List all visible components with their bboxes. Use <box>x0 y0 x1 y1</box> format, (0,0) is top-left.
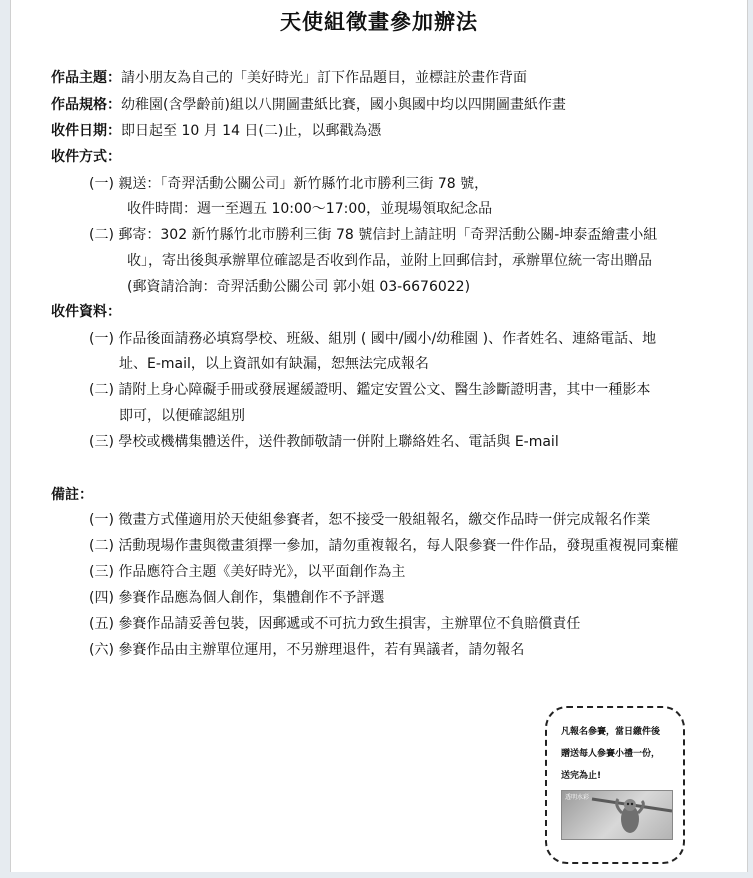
theme-label: 作品主題： <box>51 70 121 86</box>
spec-row <box>51 95 566 115</box>
materials-row <box>51 302 121 322</box>
promo-line1: 凡報名參賽，當日繳件後 <box>561 727 661 737</box>
promo-line3: 送完為止! <box>561 771 602 781</box>
materials-item1-line1: (一) 作品後面請務必填寫學校、班級、組別 ( 國中/國小/幼稚園 )、作者姓名、連絡電話、地 <box>89 331 657 347</box>
date-row <box>51 121 381 141</box>
method-row <box>51 147 121 167</box>
date-text: 即日起至 10 月 14 日(二)止，以郵戳為憑 <box>121 123 382 139</box>
materials-item2-line1: (二) 請附上身心障礙手冊或發展遲緩證明、鑑定安置公文、醫生診斷證明書，其中一種影本 <box>89 382 651 398</box>
theme-text: 請小朋友為自己的「美好時光」訂下作品題目，並標註於畫作背面 <box>121 70 527 86</box>
notes-label: 備註： <box>51 487 93 503</box>
gift-product-label: 透明水彩 <box>565 794 590 801</box>
method-item2-line3: (郵資請洽詢：奇羿活動公關公司 郭小姐 03-6676022) <box>127 279 471 295</box>
materials-label: 收件資料： <box>51 304 121 320</box>
materials-item2-line2: 即可，以便確認組別 <box>119 408 245 424</box>
materials-item3: (三) 學校或機構集體送件，送件教師敬請一併附上聯絡姓名、電話與 E-mail <box>89 434 559 450</box>
document-page <box>10 0 748 872</box>
method-item1-line1: (一) 親送：「奇羿活動公關公司」新竹縣竹北市勝利三街 78 號， <box>89 176 489 192</box>
spec-text: 幼稚園(含學齡前)組以八開圖畫紙比賽，國小與國中均以四開圖畫紙作畫 <box>121 97 566 113</box>
notes-item: (三) 作品應符合主題《美好時光》，以平面創作為主 <box>89 564 406 580</box>
sloth-illustration-icon <box>562 791 672 839</box>
date-label: 收件日期： <box>51 123 121 139</box>
materials-item1-line2: 址、E-mail，以上資訊如有缺漏，恕無法完成報名 <box>119 356 429 372</box>
notes-item: (一) 徵畫方式僅適用於天使組參賽者，恕不接受一般組報名，繳交作品時一併完成報名作業 <box>89 512 651 528</box>
notes-item: (二) 活動現場作畫與徵畫須擇一參加，請勿重複報名，每人限參賽一件作品，發現重複視同棄權 <box>89 538 679 554</box>
notes-item: (五) 參賽作品請妥善包裝，因郵遞或不可抗力致生損害，主辦單位不負賠償責任 <box>89 616 581 632</box>
spec-label: 作品規格： <box>51 97 121 113</box>
promo-line2: 贈送每人參賽小禮一份， <box>561 749 661 759</box>
notes-row <box>51 485 93 505</box>
gift-product-image <box>561 790 673 840</box>
method-item2-line1: (二) 郵寄：302 新竹縣竹北市勝利三街 78 號信封上請註明「奇羿活動公關-坤泰盃繪畫小組 <box>89 227 658 243</box>
method-label: 收件方式： <box>51 149 121 165</box>
notes-item: (四) 參賽作品應為個人創作，集體創作不予評選 <box>89 590 385 606</box>
method-item1-line2: 收件時間：週一至週五 10:00～17:00，並現場領取紀念品 <box>127 201 493 217</box>
page-title: 天使組徵畫參加辦法 <box>280 10 478 34</box>
notes-item: (六) 參賽作品由主辦單位運用，不另辦理退件，若有異議者，請勿報名 <box>89 642 525 658</box>
theme-row <box>51 68 527 88</box>
gift-promo-box <box>545 706 685 864</box>
method-item2-line2: 收」，寄出後與承辦單位確認是否收到作品，並附上回郵信封，承辦單位統一寄出贈品 <box>127 253 652 269</box>
